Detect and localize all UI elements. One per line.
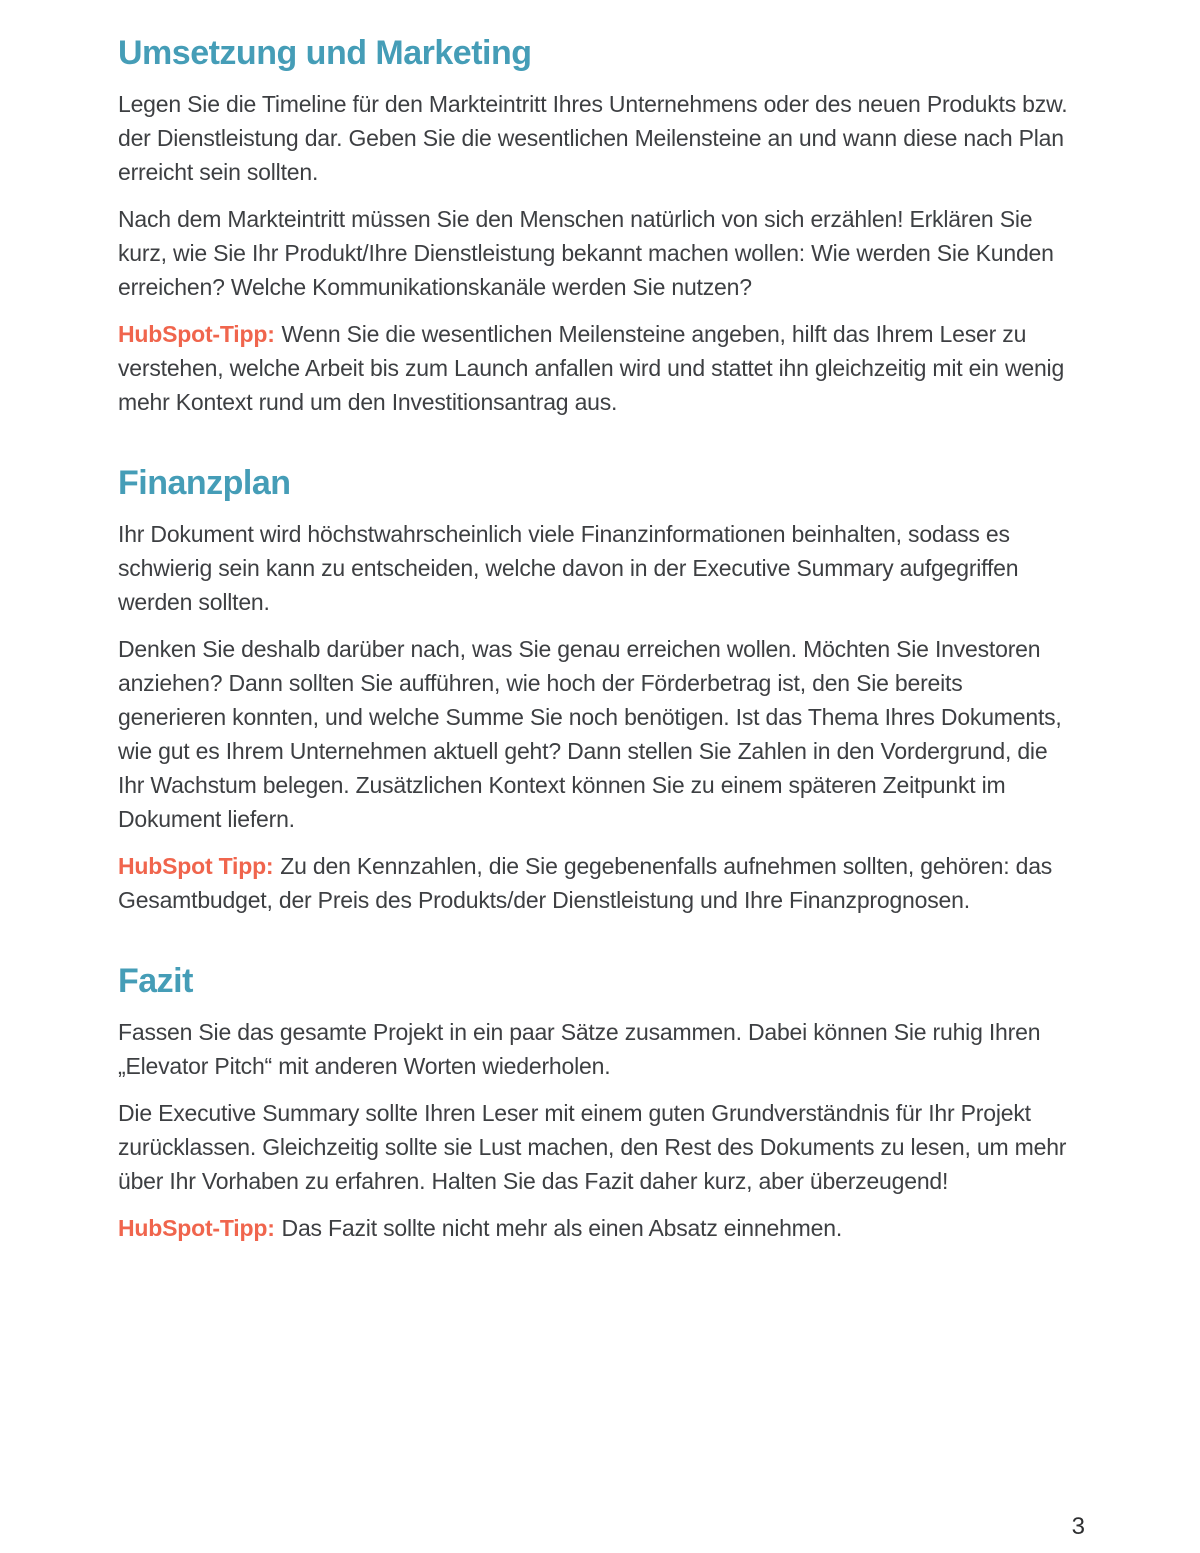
section-body [118,87,1073,419]
tip-label: HubSpot Tipp: [118,853,274,879]
paragraph [118,87,1073,189]
document-section [118,961,1073,1245]
section-heading: Finanzplan [118,464,291,502]
document-section [118,463,1073,917]
paragraph-text: Das Fazit sollte nicht mehr als einen Absatz einnehmen. [281,1215,843,1241]
tip-label: HubSpot-Tipp: [118,1215,275,1241]
paragraph-text: Die Executive Summary sollte Ihren Leser mit einem guten Grundverständnis für Ihr Projekt zurücklassen. Gleichzeitig sollte sie Lust machen, den Rest des Dokuments zu lesen, um mehr über Ihr Vorhaben zu erfahren. Halten Sie das Fazit daher kurz, aber überzeugend! [118,1100,1067,1194]
section-body [118,517,1073,917]
page-footer [1072,1513,1085,1541]
paragraph [118,517,1073,619]
paragraph [118,632,1073,836]
paragraph-text: Nach dem Markteintritt müssen Sie den Menschen natürlich von sich erzählen! Erklären Sie kurz, wie Sie Ihr Produkt/Ihre Dienstleistung bekannt machen wollen: Wie werden Sie Kunden erreichen? Welche Kommunikationskanäle werden Sie nutzen? [118,206,1054,300]
section-body [118,1015,1073,1245]
paragraph [118,1096,1073,1198]
document-content [118,33,1073,1258]
section-heading: Umsetzung und Marketing [118,34,532,72]
section-heading: Fazit [118,962,193,1000]
page-number: 3 [1071,1513,1085,1540]
paragraph-text: Denken Sie deshalb darüber nach, was Sie genau erreichen wollen. Möchten Sie Investoren anziehen? Dann sollten Sie aufführen, wie hoch der Förderbetrag ist, den Sie bereits generieren konnten, und welche Summe Sie noch benötigen. Ist das Thema Ihres Dokuments, wie gut es Ihrem Unternehmen aktuell geht? Dann stellen Sie Zahlen in den Vordergrund, die Ihr Wachstum belegen. Zusätzlichen Kontext können Sie zu einem späteren Zeitpunkt im Dokument liefern. [118,636,1062,832]
paragraph [118,202,1073,304]
paragraph [118,1211,1073,1245]
paragraph [118,1015,1073,1083]
paragraph-text: Zu den Kennzahlen, die Sie gegebenenfalls aufnehmen sollten, gehören: das Gesamtbudget, der Preis des Produkts/der Dienstleistung und Ihre Finanzprognosen. [118,853,1053,913]
paragraph-text: Fassen Sie das gesamte Projekt in ein paar Sätze zusammen. Dabei können Sie ruhig Ihren „Elevator Pitch“ mit anderen Worten wiederholen. [118,1019,1041,1079]
paragraph [118,849,1073,917]
paragraph-text: Ihr Dokument wird höchstwahrscheinlich viele Finanzinformationen beinhalten, sodass es schwierig sein kann zu entscheiden, welche davon in der Executive Summary aufgegriffen werden sollten. [118,521,1019,615]
document-section [118,33,1073,419]
paragraph [118,317,1073,419]
paragraph-text: Wenn Sie die wesentlichen Meilensteine angeben, hilft das Ihrem Leser zu verstehen, welche Arbeit bis zum Launch anfallen wird und stattet ihn gleichzeitig mit ein wenig mehr Kontext rund um den Investitionsantrag aus. [118,321,1065,415]
tip-label: HubSpot-Tipp: [118,321,275,347]
paragraph-text: Legen Sie die Timeline für den Markteintritt Ihres Unternehmens oder des neuen Produkts bzw. der Dienstleistung dar. Geben Sie die wesentlichen Meilensteine an und wann diese nach Plan erreicht sein sollten. [118,91,1068,185]
